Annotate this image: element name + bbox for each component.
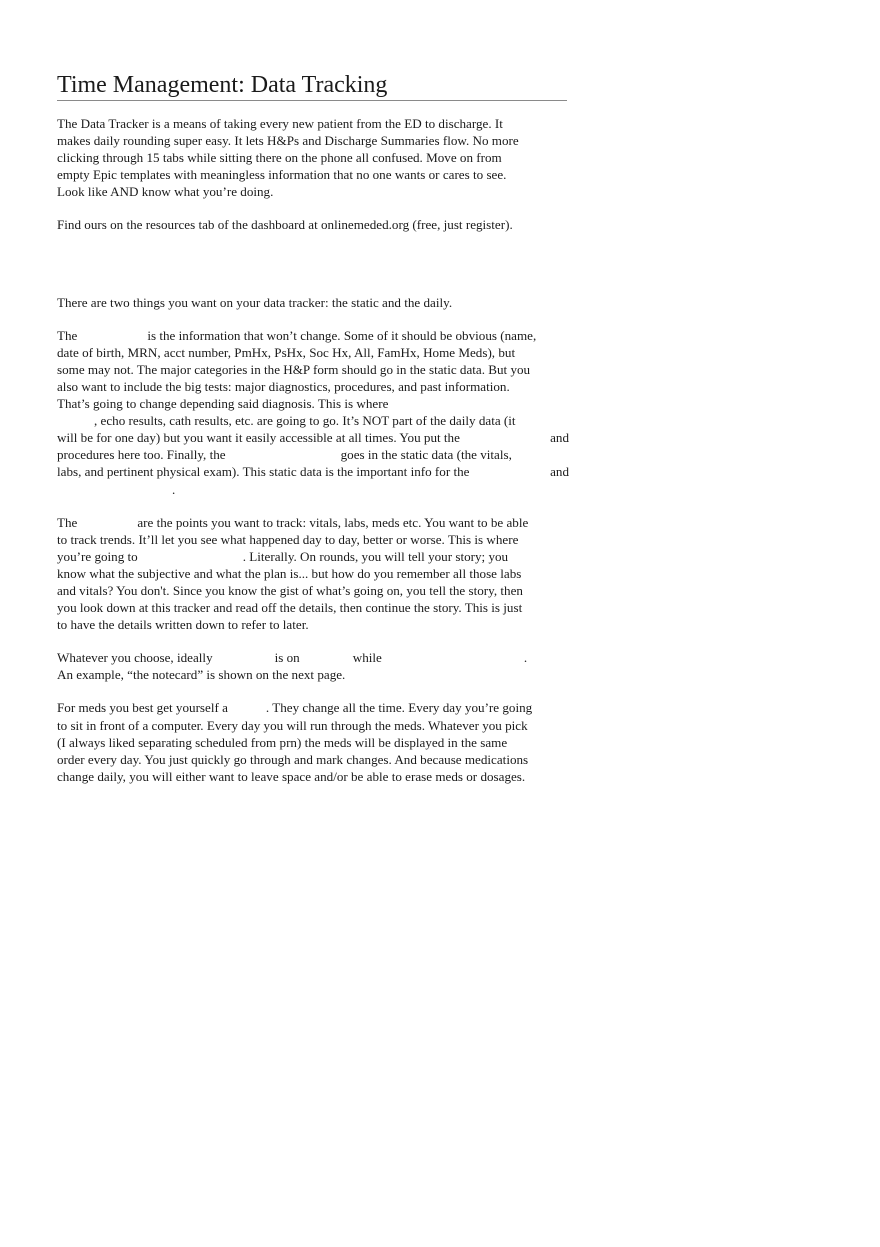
paragraph-line: The Data Tracker is a means of taking every new patient from the ED to discharge. It [57,116,503,131]
page-title: Time Management: Data Tracking [57,72,388,98]
paragraph-line: empty Epic templates with meaningless information that no one wants or cares to see. [57,167,507,183]
paragraph-whatever-you-choose [57,649,569,683]
paragraph-line: Look like AND know what you’re doing. [57,184,274,200]
paragraph-line: An example, “the notecard” is shown on the next page. [57,667,346,683]
paragraph-line: will be for one day) but you want it easily accessible at all times. You put the and [57,430,569,446]
paragraph-line: order every day. You just quickly go through and mark changes. And because medications [57,751,529,767]
paragraph-meds [57,699,569,784]
paragraph-line: some may not. The major categories in the H&P form should go in the static data. But you [57,361,531,377]
paragraph-line: For meds you best get yourself a . They change all the time. Every day you’re going [57,700,533,716]
title-underline [57,100,567,101]
paragraph-line: also want to include the big tests: major diagnostics, procedures, and past information. [57,378,510,394]
paragraph-line: and vitals? You don't. Since you know the gist of what’s going on, you tell the story, then [57,582,523,598]
paragraph-intro [57,115,569,200]
paragraph-line: There are two things you want on your data tracker: the static and the daily. [57,294,453,310]
paragraph-line: The are the points you want to track: vitals, labs, meds etc. You want to be able [57,514,529,530]
paragraph-line: Whatever you choose, ideally is on while . [57,650,528,666]
paragraph-resources [57,216,569,233]
paragraph-line: know what the subjective and what the plan is... but how do you remember all those labs [57,565,522,581]
paragraph-line: to track trends. It’ll let you see what happened day to day, better or worse. This is where [57,531,519,547]
paragraph-line: clicking through 15 tabs while sitting there on the phone all confused. Move on from [57,150,502,166]
paragraph-line: change daily, you will either want to leave space and/or be able to erase meds or dosages. [57,768,526,784]
paragraph-line: The is the information that won’t change. Some of it should be obvious (name, [57,327,537,343]
paragraph-line: procedures here too. Finally, the goes in the static data (the vitals, [57,447,512,463]
paragraph-line: (I always liked separating scheduled from prn) the meds will be displayed in the same [57,734,508,750]
paragraph-line: Find ours on the resources tab of the dashboard at onlinemeded.org (free, just register). [57,217,513,233]
document-page [57,70,569,785]
paragraph-line: to have the details written down to refer to later. [57,617,309,633]
paragraph-line: , echo results, cath results, etc. are going to go. It’s NOT part of the daily data (it [94,413,516,429]
paragraph-line: That’s going to change depending said diagnosis. This is where [57,396,389,412]
paragraph-two-things [57,294,569,311]
paragraph-line: date of birth, MRN, acct number, PmHx, PsHx, Soc Hx, All, FamHx, Home Meds), but [57,344,516,360]
paragraph-line: makes daily rounding super easy. It lets H&Ps and Discharge Summaries flow. No more [57,133,519,149]
paragraph-line: you look down at this tracker and read off the details, then continue the story. This is just [57,600,523,616]
paragraph-static-data [57,327,569,498]
paragraph-line: labs, and pertinent physical exam). This static data is the important info for the and [57,464,569,480]
paragraph-line: you’re going to . Literally. On rounds, you will tell your story; you [57,548,509,564]
paragraph-line: to sit in front of a computer. Every day you will run through the meds. Whatever you pick [57,717,528,733]
paragraph-line: . [172,481,176,497]
paragraph-daily-data [57,514,569,634]
